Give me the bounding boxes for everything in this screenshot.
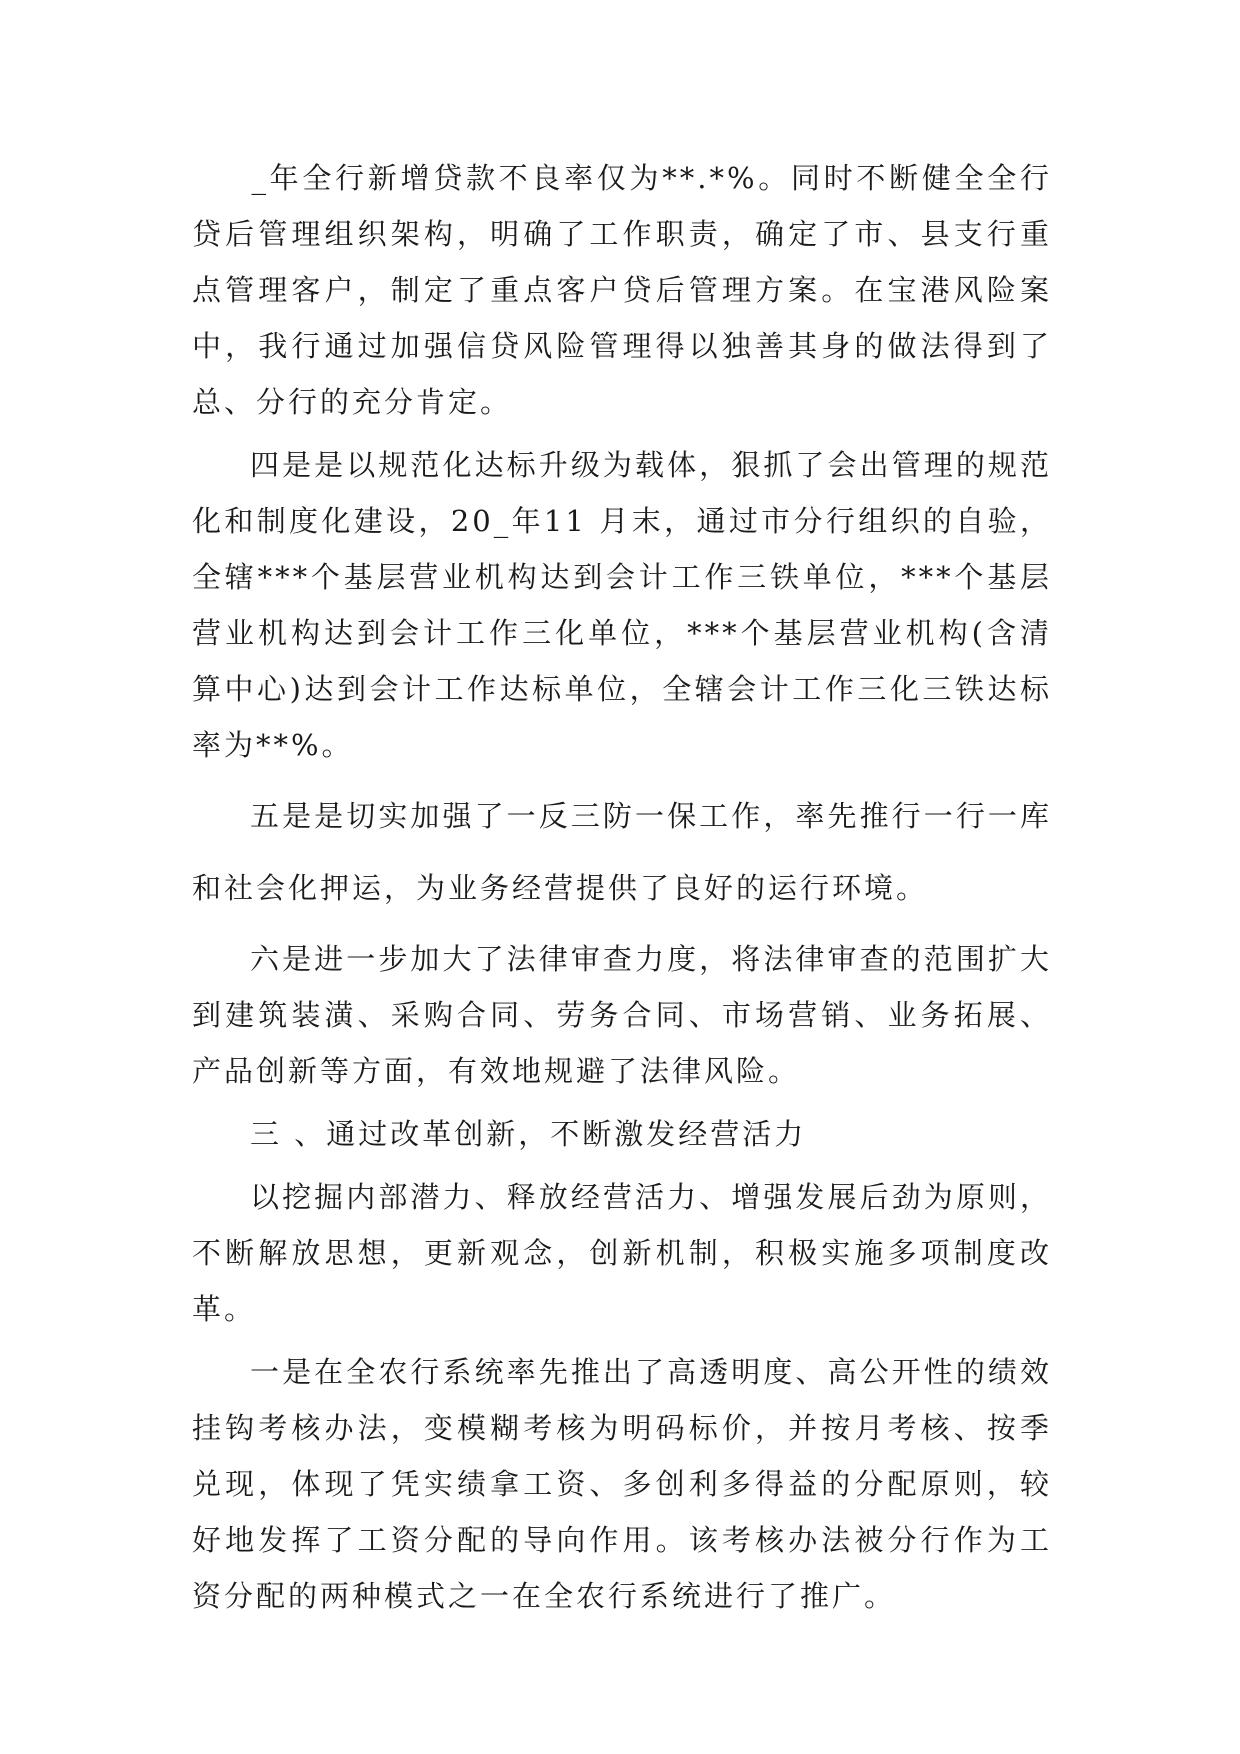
paragraph-reform-principle: 以挖掘内部潜力、释放经营活力、增强发展后劲为原则，不断解放思想，更新观念，创新机制，积极实施多项制度改革。 [192, 1180, 1052, 1326]
paragraph-security-work: 五是是切实加强了一反三防一保工作，率先推行一行一库和社会化押运，为业务经营提供了良好的运行环境。 [192, 799, 1052, 905]
paragraph-performance-assessment: 一是在全农行系统率先推出了高透明度、高公开性的绩效挂钩考核办法，变模糊考核为明码标价，并按月考核、按季兑现，体现了凭实绩拿工资、多创利多得益的分配原则，较好地发挥了工资分配的导向作用。该考核办法被分行作为工资分配的两种模式之一在全农行系统进行了推广。 [192, 1355, 1052, 1613]
section-heading-reform: 三 、通过改革创新，不断激发经营活力 [250, 1117, 807, 1151]
document-body [192, 150, 1052, 1631]
paragraph-legal-review: 六是进一步加大了法律审查力度，将法律审查的范围扩大到建筑装潢、采购合同、劳务合同、市场营销、业务拓展、产品创新等方面，有效地规避了法律风险。 [192, 942, 1052, 1088]
paragraph-accounting-standards: 四是是以规范化达标升级为载体，狠抓了会出管理的规范化和制度化建设，20_年11 月末，通过市分行组织的自验，全辖***个基层营业机构达到会计工作三铁单位，***个基层营业机构达到会计工作三化单位，***个基层营业机构(含清算中心)达到会计工作达标单位，全辖会计工作三化三铁达标率为**%。 [192, 448, 1052, 762]
paragraph-loan-quality: _年全行新增贷款不良率仅为**.*%。同时不断健全全行贷后管理组织架构，明确了工作职责，确定了市、县支行重点管理客户，制定了重点客户贷后管理方案。在宝港风险案中，我行通过加强信贷风险管理得以独善其身的做法得到了总、分行的充分肯定。 [192, 161, 1052, 419]
